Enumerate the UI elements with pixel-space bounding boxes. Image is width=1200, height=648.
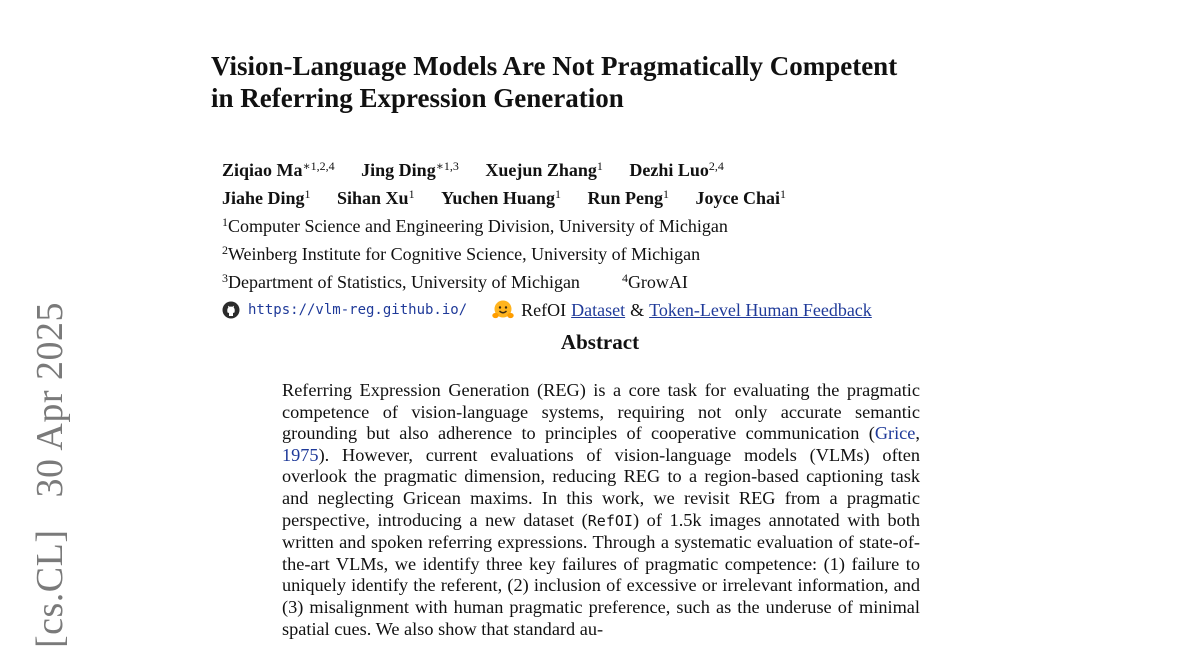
hugging-face-icon bbox=[491, 299, 515, 321]
abstract-heading: Abstract bbox=[560, 330, 640, 354]
human-feedback-link[interactable]: Token-Level Human Feedback bbox=[649, 300, 872, 320]
affiliation: $^3$Department of Statistics, University of Michigan $^4$GrowAI bbox=[222, 271, 688, 292]
paper-title bbox=[211, 50, 1031, 114]
author: Yuchen Huang$^1$ bbox=[441, 187, 561, 208]
author: Xuejun Zhang$^1$ bbox=[485, 159, 603, 180]
author: Ziqiao $Ma^{∗1,2,4}$ bbox=[222, 159, 335, 180]
dataset-name-label: RefOI bbox=[521, 300, 567, 320]
citation-year-link[interactable]: 1975 bbox=[282, 444, 319, 465]
author: Sihan Xu$^1$ bbox=[337, 187, 415, 208]
author: Joyce Chai$^1$ bbox=[695, 187, 786, 208]
author-row-1 bbox=[222, 154, 1042, 182]
author: Dezhi Luo$^{2,4}$ bbox=[629, 159, 724, 180]
affiliation: $^1$Computer Science and Engineering Division, University of Michigan bbox=[222, 215, 728, 236]
author-row-2 bbox=[222, 182, 1042, 210]
title-line-1: Vision-Language Models Are Not Pragmatically Competent bbox=[211, 51, 898, 81]
github-icon bbox=[222, 301, 240, 319]
affiliation: $^2$Weinberg Institute for Cognitive Science, University of Michigan bbox=[222, 243, 701, 264]
dataset-name: RefOI bbox=[587, 511, 633, 530]
author: Jing Ding$^{∗1,3}$ bbox=[361, 159, 459, 180]
arxiv-category: [cs.CL] bbox=[29, 529, 71, 648]
author: Jiahe Ding$^1$ bbox=[222, 187, 311, 208]
arxiv-date: 30 Apr 2025 bbox=[29, 301, 71, 498]
project-website-link[interactable]: https://vlm-reg.github.io/ bbox=[248, 302, 468, 318]
resource-links bbox=[222, 298, 1042, 322]
title-line-2: in Referring Expression Generation bbox=[211, 83, 624, 113]
abstract-body: Referring Expression Generation (REG) is a core task for evaluating the pragmatic competence of vision-language systems, requiring not only accurate semantic grounding but also adherence to principles of cooperative communication (Grice, 1975). However, current evaluations of vision-language models (VLMs) often overlook the pragmatic dimension, reducing REG to a region-based captioning task and neglecting Gricean maxims. In this work, we revisit REG from a pragmatic perspective, introducing a new dataset (RefOI) of 1.5k images annotated with both written and spoken referring expressions. Through a systematic evaluation of state-of-the-art VLMs, we identify three key failures of pragmatic competence: (1) failure to uniquely identify the referent, (2) inclusion of excessive or irrelevant information, and (3) misalignment with human pragmatic preference, such as the underuse of minimal spatial cues. We also show that standard au- bbox=[282, 380, 921, 639]
ampersand: & bbox=[630, 300, 645, 320]
citation-author-link[interactable]: Grice bbox=[874, 423, 916, 444]
author: Run Peng$^1$ bbox=[587, 187, 669, 208]
author-block bbox=[222, 154, 1042, 322]
dataset-link[interactable]: Dataset bbox=[571, 300, 626, 320]
